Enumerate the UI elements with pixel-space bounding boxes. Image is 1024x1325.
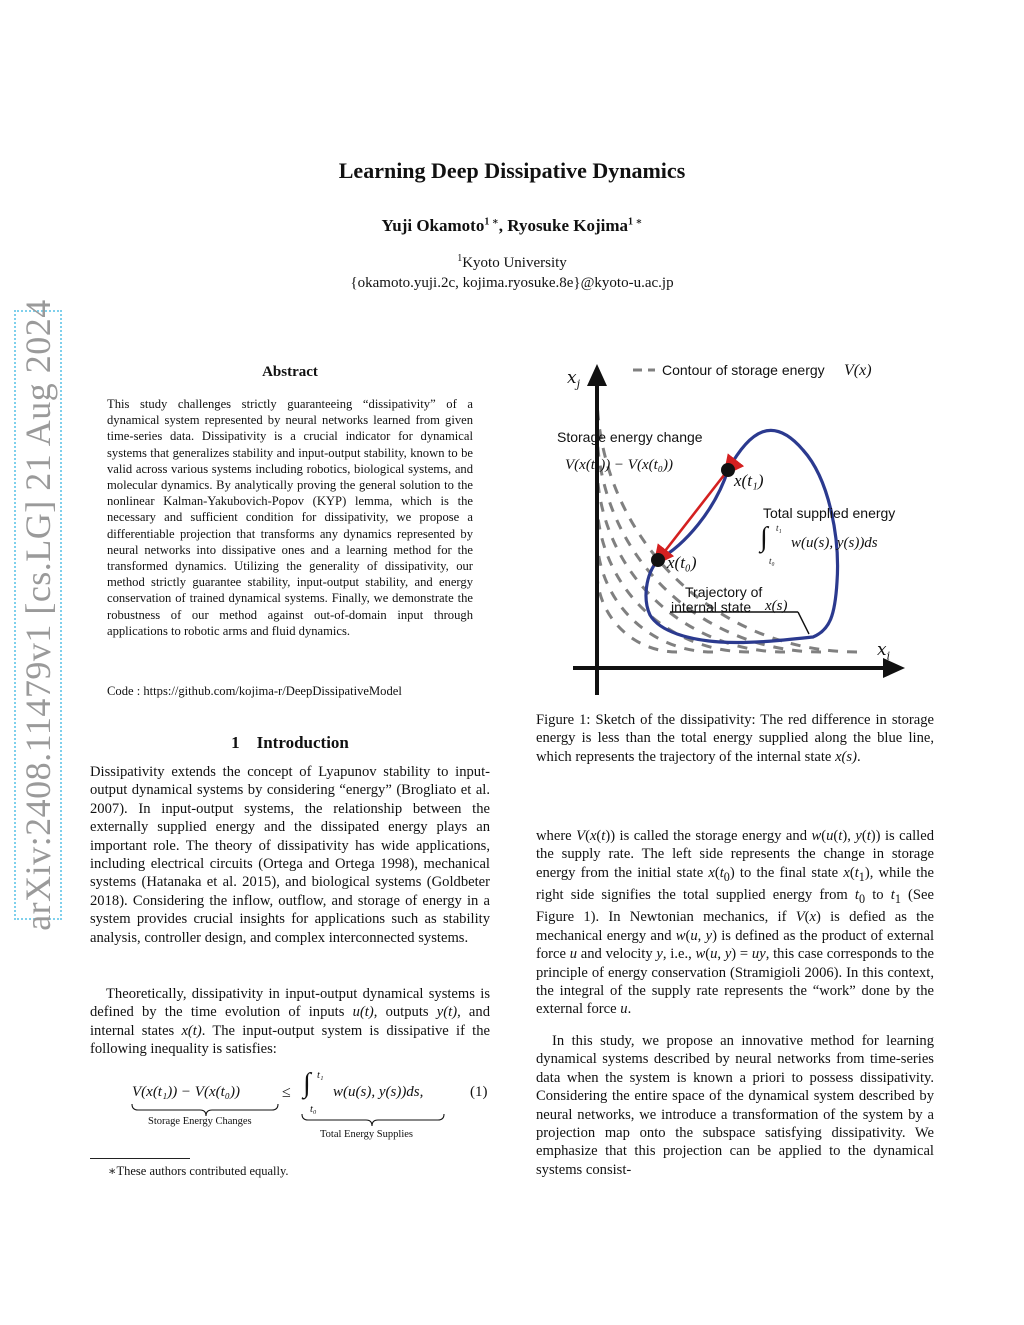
contour-1 xyxy=(597,572,677,652)
affiliation-email: {okamoto.yuji.2c, kojima.ryosuke.8e}@kyoto-u.ac.jp xyxy=(350,275,674,291)
trajectory-label-line2: internal state xyxy=(671,599,752,615)
point-t1-label: x(t₁) xyxy=(734,471,764,490)
intro-paragraph-2 xyxy=(90,985,490,1059)
caption-math: x(s) xyxy=(835,748,857,765)
supplied-energy-math: w(u(s), y(s))ds xyxy=(791,535,878,551)
math-u: u(t) xyxy=(352,1004,374,1021)
abstract-heading: Abstract xyxy=(262,364,318,380)
integral-sign: ∫ xyxy=(303,1068,311,1099)
equation-leq: ≤ xyxy=(282,1084,291,1101)
supplied-int-lower: t₀ xyxy=(769,556,775,566)
contour-legend-label: Contour of storage energy xyxy=(662,362,825,378)
math-x: x(t) xyxy=(181,1022,202,1039)
equation-int-upper: t₁ xyxy=(317,1070,324,1081)
intro-paragraph-1: Dissipativity extends the concept of Lyapunov stability to input-output dynamical systems by considering “energy” (Brogliato et al. 2007). In input-output systems, the relationship between the externally supplied energy and the dissipated energy plays an important role. The theory of dissipativity has wide applications, including electrical circuits (Ortega and Ortega 1998), mechanical systems (Hatanaka et al. 2015), and biological systems (Goldbeter 2018). Considering the inflow, outflow, and storage of energy in a system provides crucial insights for applications such as stability analysis, controller design, and complex interconnected systems. xyxy=(90,764,490,946)
equation-lhs: V(x(t₁)) − V(x(t₀)) xyxy=(132,1084,240,1100)
supplies-label: Total Energy Supplies xyxy=(320,1129,413,1140)
trajectory-pointer-tip xyxy=(798,612,809,634)
storage-change-math: V(x(t₁)) − V(x(t₀)) xyxy=(565,457,673,473)
figure-caption xyxy=(536,711,934,766)
contour-legend-math: V(x) xyxy=(844,362,872,379)
equation-rhs: w(u(s), y(s))ds, xyxy=(333,1084,424,1100)
p2-text-a: Theoretically, dissipativity in input-output dynamical systems is defined by the time evolution of inputs xyxy=(90,986,490,1021)
author-2: Ryosuke Kojima xyxy=(507,216,629,235)
arxiv-watermark xyxy=(14,299,62,931)
paper-title: Learning Deep Dissipative Dynamics xyxy=(338,158,686,183)
right-paragraph-1: where V(x(t)) is called the storage energy and w(u(t), y(t)) is called the supply rate. The left side represents the change in storage energy from the initial state $x(t_0)$ to the final state $x(t_1)$, while the right side signifies the total supplied energy from $t_0$ to $t_1$ (See Figure 1). In Newtonian mechanics, if V(x) is defied as the mechanical energy and w(u, y) is defined as the product of external force u and velocity y, i.e., w(u, y) = uy, this case corresponds to the principle of energy conservation (Stramigioli 2006). In this context, the integral of the supply rate represents the “work” done by the external force u. xyxy=(536,828,935,1018)
caption-end: . xyxy=(856,748,861,765)
p2-text-c: , and internal states xyxy=(90,1004,491,1039)
storage-change-label: Storage energy change xyxy=(557,429,703,445)
abstract-text: This study challenges strictly guaranteeing “dissipativity” of a dynamical system represented by neural networks learned from given time-series data. Dissipativity is a crucial indicator for dynamical systems that generalizes stability and input-output stability, known to be valid across various systems including robotics, biological systems, and molecular dynamics. By analytically proving the general solution to the nonlinear Kalman-Yakubovich-Popov (KYP) lemma, which is the necessary and sufficient condition for dissipativity, we propose a differentiable projection that transforms any dynamics represented by neural networks into dissipative ones and a learning method for the transformed dynamics. Utilizing the generality of dissipativity, our method strictly guarantee stability, input-output stability, and energy conservation of trained dynamical systems. Finally, we demonstrate the robustness of our method against out-of-domain input through applications to robotic arms and fluid dynamics. xyxy=(107,397,473,638)
affiliation-name: Kyoto University xyxy=(462,255,567,271)
affiliation xyxy=(0,249,1024,293)
point-t0-label: x(t₀) xyxy=(667,553,697,572)
equation-int-lower: t₀ xyxy=(310,1104,317,1115)
equation-number: (1) xyxy=(470,1084,488,1100)
section-heading xyxy=(90,733,490,753)
footnote-rule xyxy=(90,1158,190,1159)
math-y: y(t) xyxy=(436,1004,458,1021)
supplied-int-upper: t₁ xyxy=(776,523,782,533)
author-separator: , xyxy=(498,216,508,235)
figure-1 xyxy=(545,360,925,700)
figure-canvas xyxy=(545,360,925,700)
x-axis-label: $x_i$ xyxy=(877,640,891,663)
supplied-energy-label: Total supplied energy xyxy=(763,505,896,521)
p2-text-b: , outputs xyxy=(373,1004,437,1021)
equation-1 xyxy=(90,1066,490,1146)
storage-changes-label: Storage Energy Changes xyxy=(148,1116,252,1127)
author-2-mark: 1 ∗ xyxy=(628,216,643,228)
point-t0-marker xyxy=(651,553,665,567)
point-t1-marker xyxy=(721,463,735,477)
storage-change-arrow xyxy=(658,470,728,560)
y-axis-label: $x_j$ xyxy=(567,368,581,391)
author-list xyxy=(0,216,1024,236)
section-number: 1 xyxy=(231,733,240,752)
code-link[interactable]: Code : https://github.com/kojima-r/DeepDissipativeModel xyxy=(107,684,402,698)
y-axis-arrowhead xyxy=(587,364,607,386)
affiliation-mark: 1 xyxy=(457,253,463,264)
author-1: Yuji Okamoto xyxy=(381,216,485,235)
trajectory-label-line1: Trajectory of xyxy=(685,584,763,600)
section-title: Introduction xyxy=(256,733,349,752)
caption-text: Figure 1: Sketch of the dissipativity: The red difference in storage energy is less than the total energy supplied along the blue line, which represents the trajectory of the internal state xyxy=(536,712,934,765)
trajectory-math: x(s) xyxy=(765,598,788,614)
p2-text-d: . The input-output system is dissipative if the following inequality is satisfies: xyxy=(90,1022,490,1058)
arxiv-id: arXiv:2408.11479v1 [cs.LG] 21 Aug 2024 xyxy=(18,299,58,931)
right-paragraph-2: In this study, we propose an innovative method for learning dynamical systems described by neural networks from time-series data when the system is known a priori to possess dissipativity. Considering the entire space of the dynamical system described by neural networks, we introduce a transformation of the system by a projection map onto the subspace satisfying dissipativity. We emphasize that this projection can be applied to the dynamical systems consist- xyxy=(536,1033,934,1178)
equation-braces xyxy=(90,1066,490,1146)
footnote: ∗These authors contributed equally. xyxy=(108,1164,289,1178)
author-1-mark: 1 ∗ xyxy=(484,216,499,228)
supplied-integral-sign: ∫ xyxy=(760,522,768,553)
